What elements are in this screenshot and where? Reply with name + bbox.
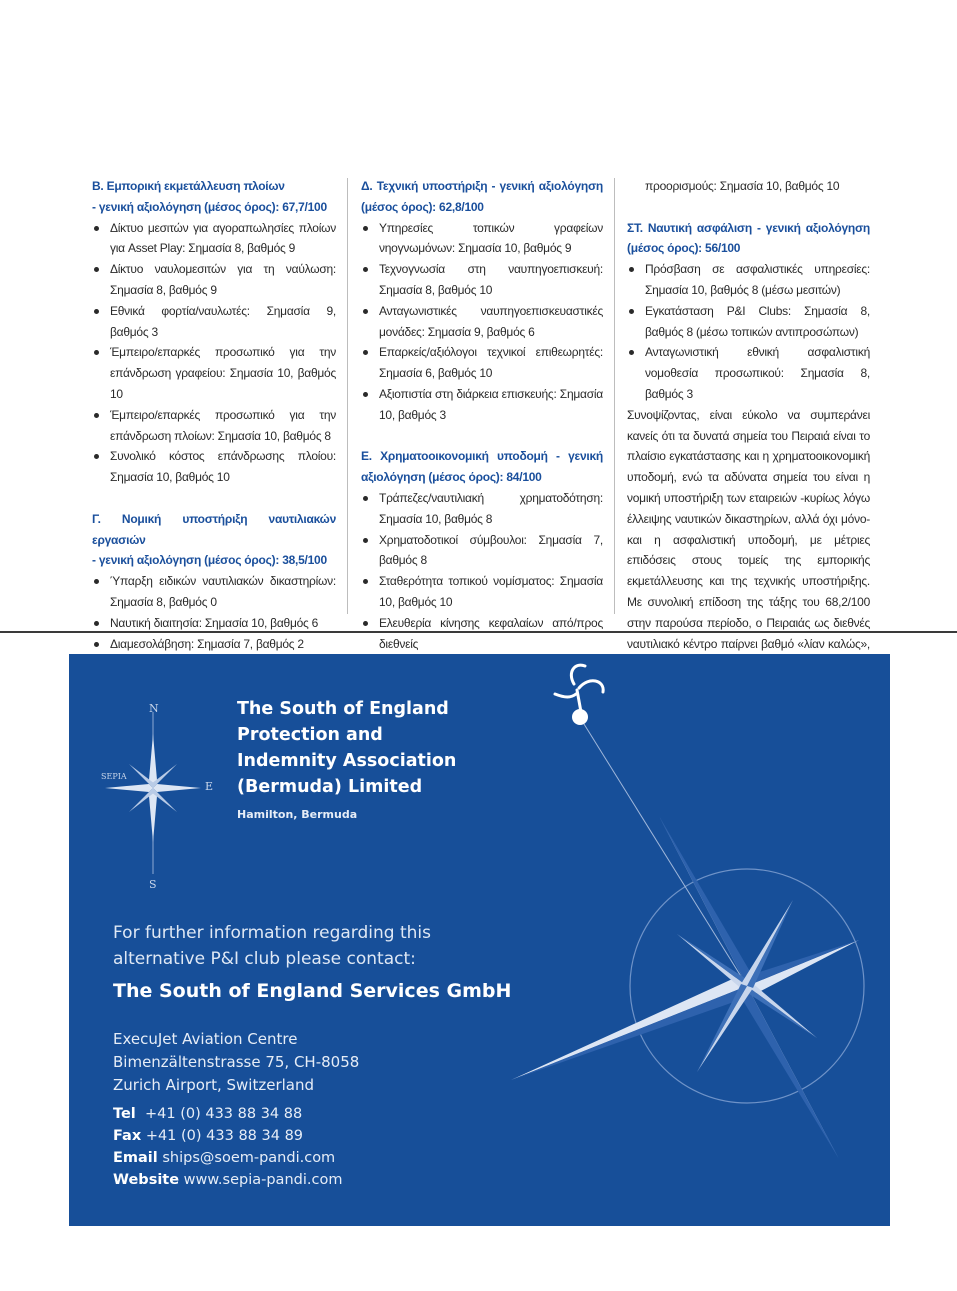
list-item: Υπηρεσίες τοπικών γραφείων νηογνωμόνων: Σημασία 10, βαθμός 9 (361, 218, 603, 260)
list-item: Συνολικό κόστος επάνδρωσης πλοίου: Σημασία 10, βαθμός 10 (92, 446, 336, 488)
list-item: Εγκατάσταση P&I Clubs: Σημασία 8, βαθμός 8 (μέσω τοπικών αντιπροσώπων) (627, 301, 870, 343)
company-name-line: The South of England (237, 699, 449, 719)
list-item: Ανταγωνιστική εθνική ασφαλιστική νομοθεσία προσωπικού: Σημασία 8, βαθμός 3 (627, 342, 870, 404)
website-value[interactable]: www.sepia-pandi.com (183, 1172, 343, 1188)
fleur-de-lis-icon (555, 665, 603, 725)
compass-star (511, 816, 859, 1159)
conclusion-text: Συνοψίζοντας, είναι εύκολο να συμπεράνει κανείς ότι τα δυνατά σημεία του Πειραιά είναι το πλαίσιο εγκατάστασης και η χρηματοοικονομική υποδομή, ενώ τα αδύνατα σημεία του είναι η νομική υποστήριξη των εταιρειών -κυρίως λόγω έλλειψης ναυτικών δικαστηρίων, αλλά όχι μόνο- και η ασφαλιστική υποδομή, με μέτριες επιδόσεις στους τομείς της εμπορικής εκμετάλλευσης και της τεχνικής υποστήριξης. Με συνολική επίδοση της τάξης του 68,2/100 στην παρούσα περίοδο, ο Πειραιάς ως διεθνές ναυτιλιακό κέντρο παίρνει βαθμό «λίαν καλώς», (627, 407, 870, 651)
tel-value: +41 (0) 433 88 34 88 (145, 1106, 303, 1122)
column-1 (92, 176, 336, 696)
email-row (113, 1147, 342, 1169)
website-label: Website (113, 1172, 180, 1188)
conclusion-paragraph (627, 405, 870, 675)
company-name (237, 696, 537, 800)
column-2 (361, 176, 603, 654)
list-item: Χρηματοδοτικοί σύμβουλοι: Σημασία 7, βαθμός 8 (361, 530, 603, 572)
list-item: Σταθερότητα τοπικού νομίσματος: Σημασία 10, βαθμός 10 (361, 571, 603, 613)
section-e-title: Ε. Χρηματοοικονομική υποδομή - γενική αξιολόγηση (μέσος όρος): 84/100 (361, 449, 603, 485)
email-label: Email (113, 1150, 158, 1166)
list-item: Τεχνογνωσία στη ναυπηγοεπισκευή: Σημασία 8, βαθμός 10 (361, 259, 603, 301)
list-item: Έμπειρο/επαρκές προσωπικό για την επάνδρωση πλοίων: Σημασία 10, βαθμός 8 (92, 405, 336, 447)
section-g-title: Γ. Νομική υποστήριξη ναυτιλιακών εργασιών (92, 511, 336, 547)
section-b-list (92, 218, 336, 488)
contact-intro-line: For further information regarding this (113, 923, 432, 943)
tel-row (113, 1103, 342, 1125)
list-item: Ανταγωνιστικές ναυπηγοεπισκευαστικές μονάδες: Σημασία 9, βαθμός 6 (361, 301, 603, 343)
section-d-list (361, 218, 603, 426)
list-item: Διαμεσολάβηση: Σημασία 7, βαθμός 2 (92, 634, 336, 655)
section-b-title: Β. Εμπορική εκμετάλλευση πλοίων (92, 179, 285, 193)
section-st-title: ΣΤ. Ναυτική ασφάλιση - γενική αξιολόγηση (μέσος όρος): 56/100 (627, 220, 870, 256)
list-item: Πρόσβαση σε ασφαλιστικές υπηρεσίες: Σημασία 10, βαθμός 8 (μέσω μεσιτών) (627, 259, 870, 301)
section-st-list (627, 259, 870, 405)
list-item: Εθνικά φορτία/ναυλωτές: Σημασία 9, βαθμός 3 (92, 301, 336, 343)
section-d-title: Δ. Τεχνική υποστήριξη - γενική αξιολόγηση (μέσος όρος): 62,8/100 (361, 179, 603, 214)
compass-south-label: S (149, 878, 157, 891)
list-item: Επαρκείς/αξιόλογοι τεχνικοί επιθεωρητές: Σημασία 6, βαθμός 10 (361, 342, 603, 384)
fax-label: Fax (113, 1128, 142, 1144)
column-divider (347, 178, 348, 614)
address-line: Zurich Airport, Switzerland (113, 1076, 315, 1094)
tel-label: Tel (113, 1106, 136, 1122)
list-item: Δίκτυο ναυλομεσιτών για τη ναύλωση: Σημασία 8, βαθμός 9 (92, 259, 336, 301)
list-continuation: προορισμούς: Σημασία 10, βαθμός 10 (645, 179, 840, 193)
column-3 (627, 176, 870, 675)
services-company-name: The South of England Services GmbH (113, 980, 512, 1002)
section-divider (0, 631, 957, 633)
column-divider (614, 178, 615, 614)
company-name-line: (Bermuda) Limited (237, 777, 423, 797)
list-item: Αξιοπιστία στη διάρκεια επισκευής: Σημασία 10, βαθμός 3 (361, 384, 603, 426)
section-b-subtitle: - γενική αξιολόγηση (μέσος όρος): 67,7/100 (92, 199, 327, 214)
list-item: Ναυτική διαιτησία: Σημασία 10, βαθμός 6 (92, 613, 336, 634)
section-g-subtitle: - γενική αξιολόγηση (μέσος όρος): 38,5/100 (92, 553, 327, 568)
address-line: Bimenzältenstrasse 75, CH-8058 (113, 1053, 360, 1071)
address (113, 1028, 359, 1097)
company-name-line: Protection and (237, 725, 383, 745)
contact-intro (113, 920, 431, 972)
contact-details (113, 1103, 342, 1191)
section-e-list (361, 488, 603, 654)
advertisement (69, 654, 890, 1226)
list-item: Ελευθερία κίνησης κεφαλαίων από/προς διεθνείς (361, 613, 603, 655)
address-line: ExecuJet Aviation Centre (113, 1030, 298, 1048)
contact-intro-line: alternative P&I club please contact: (113, 949, 416, 969)
list-item: Δίκτυο μεσιτών για αγοραπωλησίες πλοίων για Asset Play: Σημασία 8, βαθμός 9 (92, 218, 336, 260)
company-location: Hamilton, Bermuda (237, 808, 358, 821)
sepia-logo-text: SEPIA (101, 772, 127, 781)
fax-value: +41 (0) 433 88 34 89 (145, 1128, 304, 1144)
list-item: Έμπειρο/επαρκές προσωπικό για την επάνδρωση γραφείου: Σημασία 10, βαθμός 10 (92, 342, 336, 404)
compass-guide-line (579, 716, 747, 986)
email-value[interactable]: ships@soem-pandi.com (162, 1150, 336, 1166)
website-row (113, 1169, 342, 1191)
compass-east-label: E (205, 780, 214, 793)
list-item: Ύπαρξη ειδικών ναυτιλιακών δικαστηρίων: Σημασία 8, βαθμός 0 (92, 571, 336, 613)
compass-north-label: N (149, 702, 159, 715)
list-item: Τράπεζες/ναυτιλιακή χρηματοδότηση: Σημασία 10, βαθμός 8 (361, 488, 603, 530)
company-name-line: Indemnity Association (237, 751, 457, 771)
fax-row (113, 1125, 342, 1147)
small-compass-icon (105, 712, 201, 874)
